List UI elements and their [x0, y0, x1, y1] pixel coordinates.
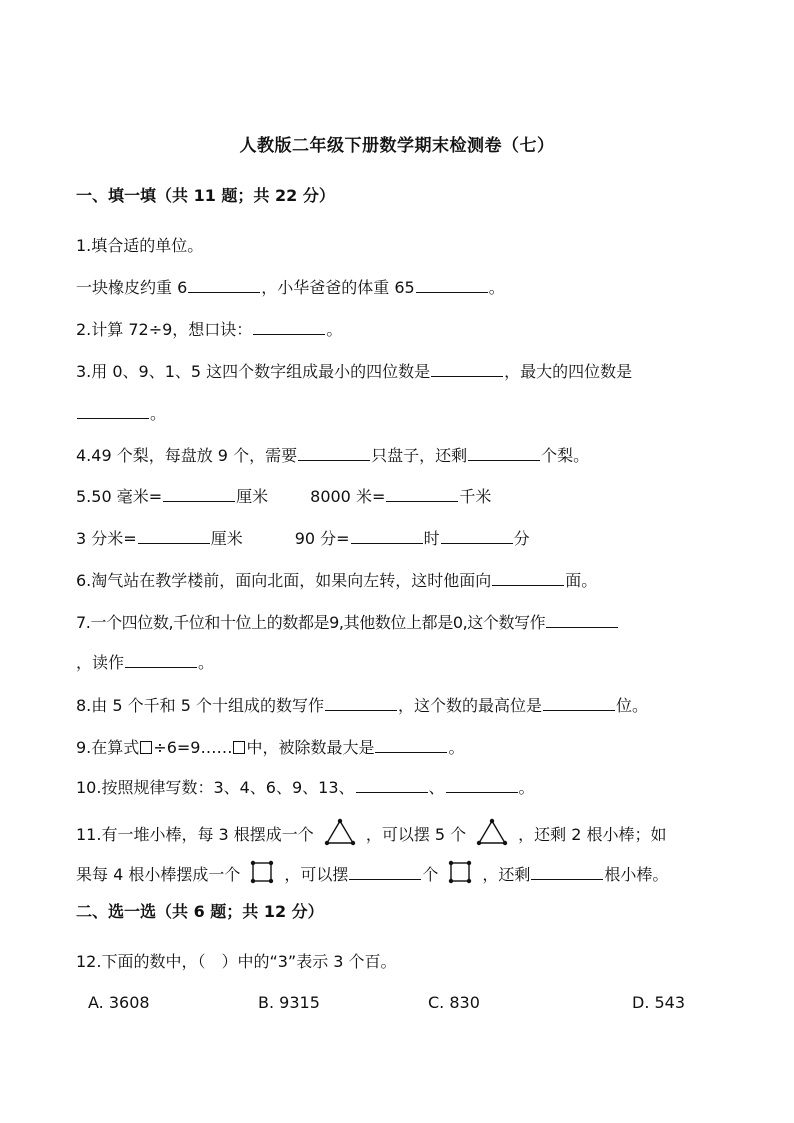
answer-blank[interactable]: [325, 695, 397, 711]
answer-blank[interactable]: [416, 277, 488, 293]
answer-blank[interactable]: [125, 652, 197, 668]
answer-blank[interactable]: [531, 864, 603, 880]
question-9: 9.在算式 ÷6=9…… 中，被除数最大是 。: [76, 738, 465, 757]
question-2: 2.计算 72÷9，想口诀： 。: [76, 320, 343, 339]
empty-box-icon[interactable]: [140, 741, 152, 754]
question-1-line: 一块橡皮约重 6 ，小华爸爸的体重 65 。: [76, 278, 505, 297]
page-title: 人教版二年级下册数学期末检测卷（七）: [239, 136, 555, 156]
section-heading-choice: 二、选一选（共 6 题；共 12 分）: [76, 902, 324, 921]
answer-blank[interactable]: [163, 486, 235, 502]
answer-blank[interactable]: [546, 612, 618, 628]
question-6: 6.淘气站在教学楼前，面向北面，如果向左转，这时他面向 面。: [76, 571, 598, 590]
answer-blank[interactable]: [431, 361, 503, 377]
choice-option-d[interactable]: D. 543: [632, 993, 686, 1012]
question-7-cont: ，读作 。: [76, 653, 215, 672]
question-12-stem: 12.下面的数中，（ ）中的“3”表示 3 个百。: [76, 952, 397, 971]
answer-blank[interactable]: [543, 695, 615, 711]
answer-blank[interactable]: [253, 319, 325, 335]
answer-blank[interactable]: [492, 570, 564, 586]
choice-option-c[interactable]: C. 830: [428, 993, 480, 1012]
choice-option-b[interactable]: B. 9315: [258, 993, 320, 1012]
question-11-row1: 11.有一堆小棒，每 3 根摆成一个 ，可以摆 5 个 ，还剩 2 根小棒；如: [76, 818, 667, 853]
answer-blank[interactable]: [446, 777, 518, 793]
question-5-row2: 3 分米= 厘米 90 分= 时 分: [76, 529, 530, 548]
question-3-cont: 。: [76, 402, 166, 426]
answer-blank[interactable]: [441, 528, 513, 544]
answer-blank[interactable]: [298, 445, 370, 461]
answer-blank[interactable]: [386, 486, 458, 502]
square-sticks-icon: [250, 860, 274, 891]
question-3: 3.用 0、9、1、5 这四个数字组成最小的四位数是 ，最大的四位数是: [76, 362, 633, 381]
section-heading-fill: 一、填一填（共 11 题；共 22 分）: [76, 186, 335, 205]
answer-blank[interactable]: [351, 528, 423, 544]
answer-blank[interactable]: [77, 403, 149, 419]
answer-blank[interactable]: [468, 445, 540, 461]
answer-blank[interactable]: [138, 528, 210, 544]
square-sticks-icon: [448, 860, 472, 891]
answer-blank[interactable]: [375, 737, 447, 753]
triangle-sticks-icon: [324, 818, 356, 853]
question-1-stem: 1.填合适的单位。: [76, 236, 204, 255]
answer-blank[interactable]: [356, 777, 428, 793]
question-11-row2: 果每 4 根小棒摆成一个 ，可以摆 个 ，还剩 根小棒。: [76, 860, 668, 891]
triangle-sticks-icon: [476, 818, 508, 853]
choice-option-a[interactable]: A. 3608: [88, 993, 150, 1012]
answer-blank[interactable]: [188, 277, 260, 293]
question-7: 7.一个四位数,千位和十位上的数都是9,其他数位上都是0,这个数写作: [76, 611, 619, 635]
question-4: 4.49 个梨，每盘放 9 个，需要 只盘子，还剩 个梨。: [76, 446, 590, 465]
empty-box-icon[interactable]: [233, 741, 245, 754]
answer-blank[interactable]: [349, 864, 421, 880]
question-8: 8.由 5 个千和 5 个十组成的数写作 ，这个数的最高位是 位。: [76, 696, 649, 715]
question-5-row1: 5.50 毫米= 厘米 8000 米= 千米: [76, 487, 492, 506]
question-10: 10.按照规律写数：3、4、6、9、13、 、 。: [76, 778, 535, 797]
